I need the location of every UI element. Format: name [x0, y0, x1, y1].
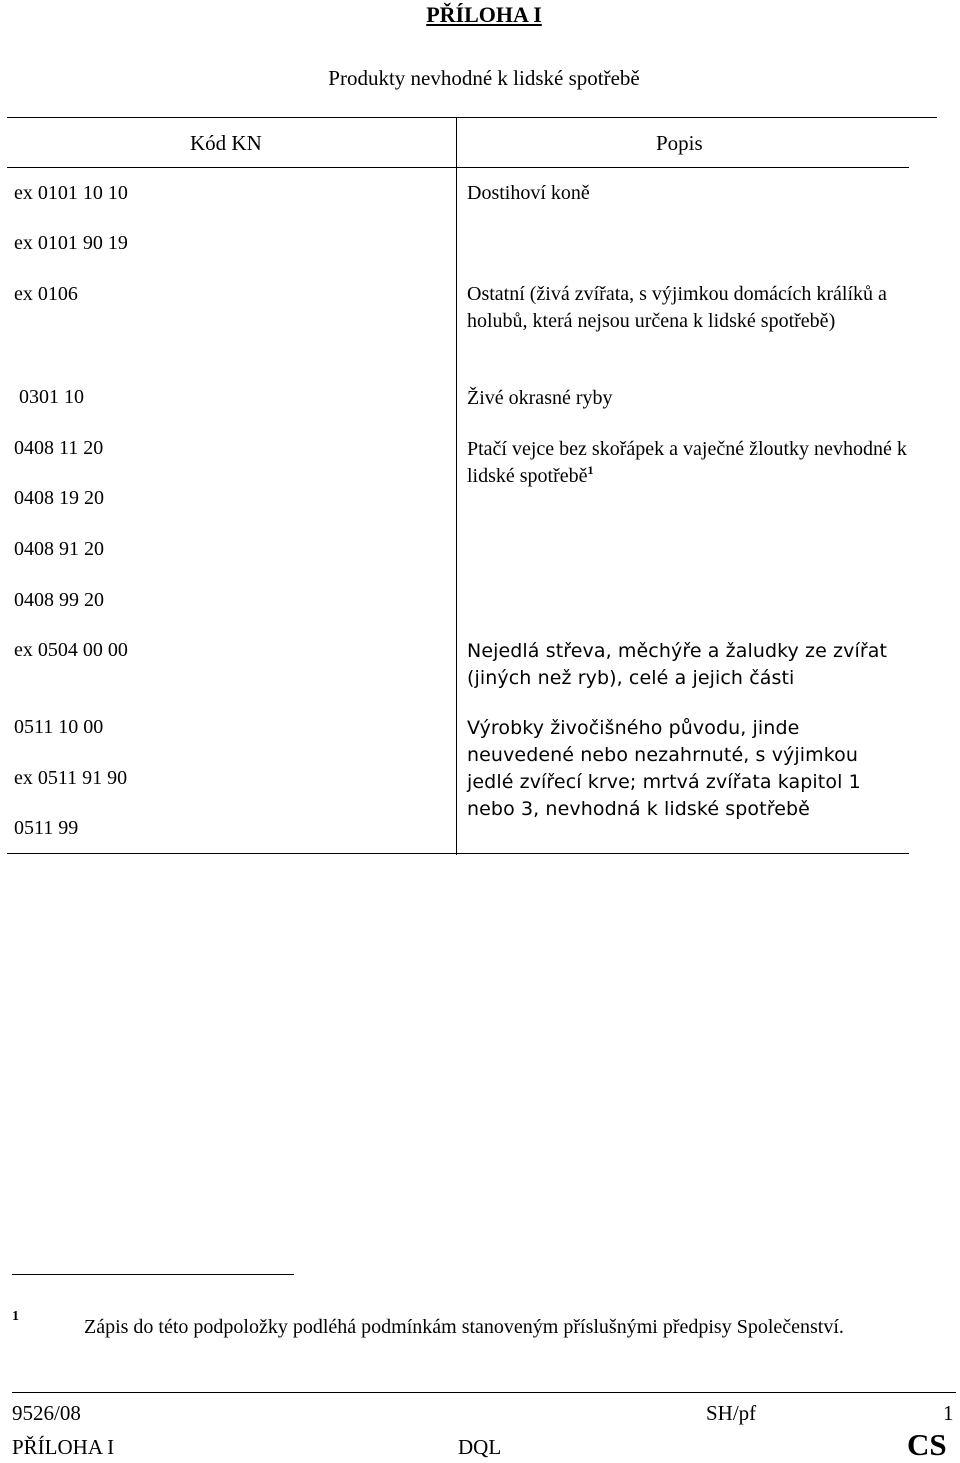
author-initials: SH/pf	[706, 1401, 757, 1425]
column-header-code: Kód KN	[190, 131, 262, 155]
footer-rule	[12, 1392, 956, 1393]
description-cell: Nejedlá střeva, měchýře a žaludky ze zvířat (jiných než ryb), celé a jejich části	[467, 640, 888, 689]
cn-code: ex 0101 10 10	[14, 182, 128, 204]
description-cell: Výrobky živočišného původu, jinde neuvedené nebo nezahrnuté, s výjimkou jedlé zvířecí krve; mrtvá zvířata kapitol 1 nebo 3, nevhodná k lidské spotřebě	[467, 717, 861, 820]
footer-department: DQL	[458, 1435, 502, 1459]
cn-code: 0408 19 20	[14, 487, 104, 509]
footnote-text: Zápis do této podpoložky podléhá podmínkám stanoveným příslušnými předpisy Společenství.	[84, 1316, 844, 1338]
table-column-divider	[456, 117, 457, 855]
footnote-separator	[12, 1274, 294, 1275]
cn-code: ex 0101 90 19	[14, 232, 128, 254]
cn-code: 0408 99 20	[14, 589, 104, 611]
table-bottom-rule	[7, 853, 909, 854]
column-header-description: Popis	[656, 131, 703, 155]
page-number: 1	[943, 1401, 954, 1425]
cn-code: 0511 10 00	[14, 716, 104, 738]
document-number: 9526/08	[12, 1401, 81, 1425]
cn-code: 0408 11 20	[14, 437, 104, 459]
footnote-number: 1	[12, 1309, 19, 1324]
page-title: PŘÍLOHA I	[426, 2, 542, 27]
cn-code: ex 0106	[14, 283, 78, 305]
language-code: CS	[907, 1427, 947, 1462]
table-top-rule	[7, 117, 937, 118]
description-cell: Ostatní (živá zvířata, s výjimkou domácích králíků a holubů, která nejsou určena k lidské spotřebě)	[467, 283, 887, 332]
cn-code: 0511 99	[14, 817, 79, 839]
page-subtitle: Produkty nevhodné k lidské spotřebě	[328, 66, 640, 90]
cn-code: ex 0504 00 00	[14, 639, 128, 661]
cn-code: ex 0511 91 90	[14, 767, 128, 789]
description-text: Ptačí vejce bez skořápek a vaječné žloutky nevhodné k lidské spotřebě	[467, 438, 907, 487]
footer-annex: PŘÍLOHA I	[12, 1435, 115, 1459]
description-cell: Živé okrasné ryby	[467, 387, 613, 409]
description-cell	[467, 436, 907, 490]
table-header-rule	[7, 167, 909, 168]
cn-code: 0301 10	[19, 386, 84, 408]
description-cell: Dostihoví koně	[467, 182, 590, 204]
cn-code: 0408 91 20	[14, 538, 104, 560]
footnote-reference: 1	[587, 463, 594, 477]
